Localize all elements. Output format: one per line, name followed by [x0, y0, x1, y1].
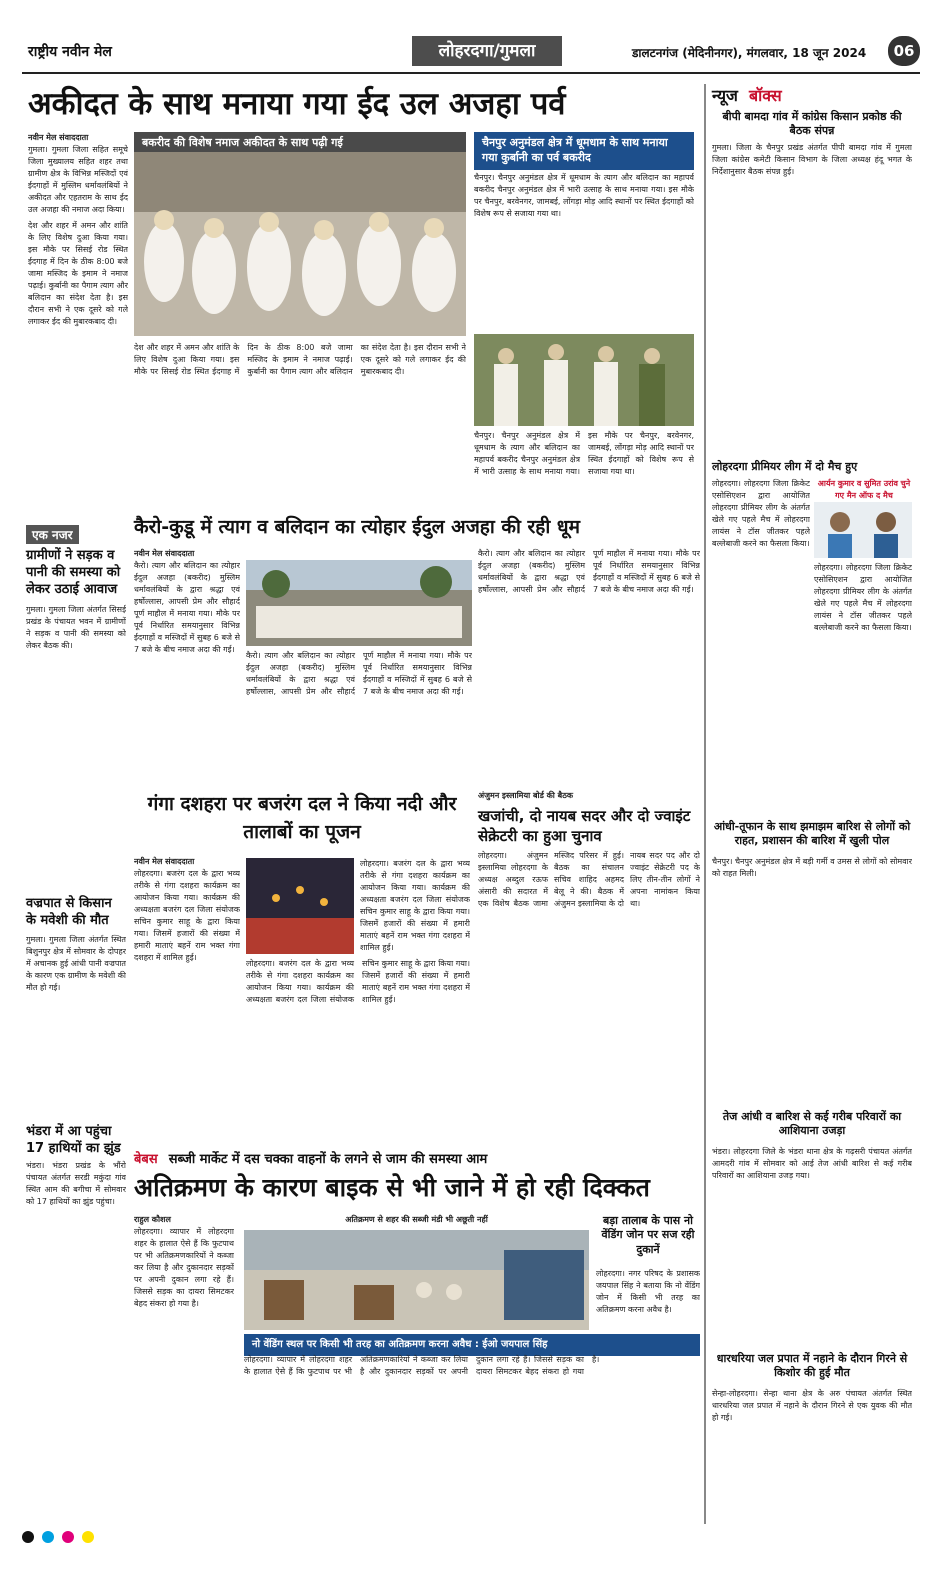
chainpur-body-text: चैनपुर। चैनपुर अनुमंडल क्षेत्र में धूमधाम के त्याग और बलिदान का महापर्व बकरीद चैनपुर अनुमंडल क्षेत्र में भारी उत्साह के साथ मनाया गया। इस मौके पर चैनपुर, बरवेनगर, जामबई, लोंगड़ा मोड़ आदि स्थानों पर स्थित ईदगाहों को विशेष रूप से सजाया गया था।: [474, 173, 694, 218]
traffic-photo: [244, 1230, 589, 1330]
traffic-side-body: लोहरदगा। नगर परिषद के प्रशासक जयपाल सिंह ने बताया कि नो वेंडिंग जोन में किसी भी तरह का अतिक्रमण करना अवैध है।: [596, 1269, 700, 1314]
news-story2-head: लोहरदगा प्रीमियर लीग में दो मैच हुए: [712, 460, 858, 473]
column-divider: [704, 84, 706, 1524]
news-story3-head: आंधी-तूफान के साथ झमाझम बारिश से लोगों को राहत, प्रशासन की बारिश में खुली पोल: [713, 820, 911, 848]
print-registration-marks: [22, 1528, 920, 1542]
chainpur-body: [474, 172, 694, 332]
traffic-subhead-row: [134, 1148, 700, 1168]
cairo-body-2: कैरो। त्याग और बलिदान का त्योहार ईदुल अजहा (बकरीद) मुस्लिम धर्मावलंबियों के द्वारा श्रद्धा एवं हर्षोल्लास, आपसी प्रेम और सौहार्द पूर्ण माहौल में मनाया गया। मौके पर पूर्व निर्धारित समयानुसार विभिन्न ईदगाहों व मस्जिदों में सुबह 6 बजे से 7 बजे के बीच नमाज अदा की गई।: [246, 651, 472, 696]
news-story5-body: सेन्हा-लोहरदगा। सेन्हा थाना क्षेत्र के अरु पंचायत अंतर्गत स्थित धारधरिया जल प्रपात में नहाने के दौरान गिरने से एक युवक की मौत हो गई।: [712, 1389, 912, 1422]
ganga-body-3: लोहरदगा। बजरंग दल के द्वारा भव्य तरीके से गंगा दशहरा कार्यक्रम का आयोजन किया गया। कार्यक्रम की अध्यक्षता बजरंग दल जिला संयोजक सचिन कुमार साहू के द्वारा किया गया। जिसमें हजारों की संख्या में हमारी माताएं बहनें राम भक्त गंगा दशहरा में शामिल हुई।: [360, 859, 470, 952]
traffic-blue-bar: नो वेंडिंग स्थल पर किसी भी तरह का अतिक्रमण करना अवैध : ईओ जयपाल सिंह: [244, 1334, 700, 1356]
ek-nazar-label: [26, 524, 126, 542]
ganga-photo-art: [246, 858, 354, 954]
reg-mark: [82, 1531, 94, 1543]
ganga-body-2: लोहरदगा। बजरंग दल के द्वारा भव्य तरीके से गंगा दशहरा कार्यक्रम का आयोजन किया गया। कार्यक्रम की अध्यक्षता बजरंग दल जिला संयोजक सचिन कुमार साहू के द्वारा किया गया। जिसमें हजारों की संख्या में हमारी माताएं बहनें राम भक्त गंगा दशहरा में शामिल हुई।: [246, 959, 470, 1004]
anjuman-body: लोहरदगा। अंजुमन इस्लामिया लोहरदगा के अध्यक्ष अब्दुल रऊफ अंसारी की सदारत में एक विशेष बैठक जामा मस्जिद परिसर में हुई। बैठक का संचालन सचिव शाहिद अहमद बेलू ने की। बैठक में अंजुमन इस्लामिया के दो नायब सदर पद और दो ज्वाइंट सेक्रेटरी पद के लिए तीन-तीन लोगों ने अपना नामांकन किया था।: [478, 851, 700, 908]
eid-photo-caption: बकरीद की विशेष नमाज अकीदत के साथ पढ़ी गई: [134, 132, 466, 153]
news-story2-photo-art: [814, 502, 912, 558]
news-story2-side: आर्यन कुमार व सुमित उरांव चुने गए मैन ऑफ द मैच: [817, 479, 911, 500]
traffic-photo-caption: अतिक्रमण से शहर की सब्जी मंडी भी अछूती नहीं: [345, 1215, 488, 1224]
eid-byline: नवीन मेल संवाददाता: [28, 133, 89, 142]
ek-nazar-story1-head: ग्रामीणों ने सड़क व पानी की समस्या को लेकर उठाई आवाज: [26, 548, 121, 597]
reg-mark: [62, 1531, 74, 1543]
news-story1-body: गुमला। जिला के चैनपुर प्रखंड अंतर्गत पीपी बामदा गांव में गुमला जिला कांग्रेस कमेटी किसान विभाग के जिला अध्यक्ष हंदू भगत के निर्देशानुसार बैठक संपन्न हुई।: [712, 143, 912, 176]
cairo-headline: कैरो-कुडू में त्याग व बलिदान का त्योहार ईदुल अजहा की रही धूम: [134, 516, 580, 538]
reg-mark: [42, 1531, 54, 1543]
eid-lead: [28, 132, 128, 502]
eid-body-text-1: देश और शहर में अमन और शांति के लिए विशेष दुआ किया गया। इस मौके पर सिसई रोड स्थित ईदगाह में दिन के ठीक 8:00 बजे जामा मस्जिद के इमाम ने नमाज पढ़ाई। कुर्बानी का पैगाम त्याग और बलिदान का संदेश देता है। इस दौरान सभी ने एक दूसरे को गले लगाकर ईद की मुबारकबाद दी।: [28, 221, 128, 326]
traffic-body-2: लोहरदगा। व्यापार में लोहरदगा शहर के हालात ऐसे हैं कि फुटपाथ पर भी अतिक्रमणकारियों ने कब्जा कर लिया है और दुकानदार सड़कों पर अपनी दुकान लगा रहे हैं। जिससे सड़क का दायरा सिमटकर बेहद संकरा हो गया है।: [244, 1355, 600, 1376]
ganga-headline: गंगा दशहरा पर बजरंग दल ने किया नदी और तालाबों का पूजन: [147, 793, 457, 843]
ganga-body-1: [134, 856, 240, 1136]
ganga-body-text: लोहरदगा। बजरंग दल के द्वारा भव्य तरीके से गंगा दशहरा कार्यक्रम का आयोजन किया गया। कार्यक्रम की अध्यक्षता बजरंग दल जिला संयोजक सचिन कुमार साहू के द्वारा किया गया। जिसमें हजारों की संख्या में हमारी माताएं बहनें राम भक्त गंगा दशहरा में शामिल हुई।: [134, 869, 240, 962]
eid-prayer-photo-art: [134, 152, 466, 336]
eid-lead-text: गुमला। गुमला जिला सहित समूचे जिला मुख्यालय सहित शहर तथा ग्रामीण क्षेत्र के विभिन्न मस्जिदों एवं ईदगाहों में मुस्लिम धर्मावलंबियों ने अकीदत और एहतराम के साथ ईद उल अजहा की नमाज अदा किया।: [28, 145, 128, 214]
ek-nazar-story2-head: वज्रपात से किसान के मवेशी की मौत: [26, 896, 112, 928]
traffic-photo-art: [244, 1230, 589, 1330]
ganga-byline: नवीन मेल संवाददाता: [134, 857, 195, 866]
dateline: डालटनगंज (मेदिनीनगर), मंगलवार, 18 जून 2024: [632, 46, 867, 60]
cairo-photo-art: [246, 560, 472, 646]
cairo-body-text: कैरो। त्याग और बलिदान का त्योहार ईदुल अजहा (बकरीद) मुस्लिम धर्मावलंबियों के द्वारा श्रद्धा एवं हर्षोल्लास, आपसी प्रेम और सौहार्द पूर्ण माहौल में मनाया गया। मौके पर पूर्व निर्धारित समयानुसार विभिन्न ईदगाहों व मस्जिदों में सुबह 6 बजे से 7 बजे के बीच नमाज अदा की गई।: [134, 561, 240, 654]
traffic-body-text: लोहरदगा। व्यापार में लोहरदगा शहर के हालात ऐसे हैं कि फुटपाथ पर भी अतिक्रमणकारियों ने कब्जा कर लिया है और दुकानदार सड़कों पर अपनी दुकान लगा रहे हैं। जिससे सड़क का दायरा सिमटकर बेहद संकरा हो गया है।: [134, 1227, 234, 1308]
eid-headline: अकीदत के साथ मनाया गया ईद उल अजहा पर्व: [28, 86, 566, 122]
cairo-body-1: [134, 548, 240, 778]
news-story5-head: धारधरिया जल प्रपात में नहाने के दौरान गिरने से किशोर की हुई मौत: [716, 1352, 908, 1380]
news-box-label: [712, 84, 892, 106]
chainpur-body-text-2: चैनपुर। चैनपुर अनुमंडल क्षेत्र में धूमधाम के त्याग और बलिदान का महापर्व बकरीद चैनपुर अनुमंडल क्षेत्र में भारी उत्साह के साथ मनाया गया। इस मौके पर चैनपुर, बरवेनगर, जामबई, लोंगड़ा मोड़ आदि स्थानों पर स्थित ईदगाहों को विशेष रूप से सजाया गया था।: [474, 431, 694, 476]
page-header: [22, 36, 920, 72]
news-story2-body: लोहरदगा। लोहरदगा जिला क्रिकेट एसोसिएशन द्वारा आयोजित लोहरदगा प्रीमियर लीग के अंतर्गत खेले गए पहले मैच में लोहरदगा लायंस ने टॉस जीतकर पहले बल्लेबाजी करने का फैसला किया।: [712, 479, 810, 548]
traffic-side-head: बड़ा तालाब के पास नो वेंडिंग जोन पर सज रही दुकानें: [601, 1214, 695, 1256]
anjuman-headline: खजांची, दो नायब सदर और दो ज्वाइंट सेक्रेटरी का हुआ चुनाव: [478, 807, 691, 845]
cairo-byline: नवीन मेल संवाददाता: [134, 549, 195, 558]
eid-body-text-2: देश और शहर में अमन और शांति के लिए विशेष दुआ किया गया। इस मौके पर सिसई रोड स्थित ईदगाह में दिन के ठीक 8:00 बजे जामा मस्जिद के इमाम ने नमाज पढ़ाई। कुर्बानी का पैगाम त्याग और बलिदान का संदेश देता है। इस दौरान सभी ने एक दूसरे को गले लगाकर ईद की मुबारकबाद दी।: [134, 343, 466, 376]
ek-nazar-story2-body: गुमला। गुमला जिला अंतर्गत स्थित बिशुनपुर क्षेत्र में सोमवार के दोपहर में अचानक हुई आंधी पानी वज्रपात के कारण एक ग्रामीण के मवेशी की मौत हो गई।: [26, 935, 126, 992]
cairo-photo: [246, 560, 472, 646]
ek-nazar-story3-body: भंडरा। भंडरा प्रखंड के भौंरो पंचायत अंतर्गत सरडी मकुंदा गांव स्थित आम की बगीचा में सोमवार को 17 हाथियों का झुंड पहुंचा।: [26, 1161, 126, 1206]
news-story2-photo: [814, 502, 912, 558]
chainpur-caption: चैनपुर अनुमंडल क्षेत्र में धूमधाम के साथ मनाया गया कुर्बानी का पर्व बकरीद: [474, 132, 694, 170]
anjuman-kicker: अंजुमन इस्लामिया बोर्ड की बैठक: [478, 791, 574, 800]
news-story4-head: तेज आंधी व बारिश से कई गरीब परिवारों का आशियाना उजड़ा: [722, 1110, 902, 1138]
news-story2-body-2: लोहरदगा। लोहरदगा जिला क्रिकेट एसोसिएशन द्वारा आयोजित लोहरदगा प्रीमियर लीग के अंतर्गत खेले गए पहले मैच में लोहरदगा लायंस ने टॉस जीतकर पहले बल्लेबाजी करने का फैसला किया।: [814, 563, 912, 632]
news-box-label-black: न्यूज: [712, 86, 738, 105]
page-number: 06: [888, 36, 920, 66]
traffic-body-1: [134, 1214, 234, 1520]
chainpur-body-2: [474, 430, 694, 506]
news-story1-head: बीपी बामदा गांव में कांग्रेस किसान प्रकोष्ठ की बैठक संपन्न: [722, 110, 902, 138]
traffic-byline: राहुल कौशल: [134, 1215, 171, 1224]
traffic-kicker: बेबस: [134, 1152, 158, 1167]
ek-nazar-story1-body: गुमला। गुमला जिला अंतर्गत सिसई प्रखंड के पंचायत भवन में ग्रामीणों ने सड़क व पानी की समस्या को लेकर बैठक की।: [26, 605, 126, 650]
ganga-photo: [246, 858, 354, 954]
chainpur-photo-art: [474, 334, 694, 426]
ek-nazar-story3-head: भंडरा में आ पहुंचा 17 हाथियों का झुंड: [26, 1124, 121, 1156]
cairo-body-3: कैरो। त्याग और बलिदान का त्योहार ईदुल अजहा (बकरीद) मुस्लिम धर्मावलंबियों के द्वारा श्रद्धा एवं हर्षोल्लास, आपसी प्रेम और सौहार्द पूर्ण माहौल में मनाया गया। मौके पर पूर्व निर्धारित समयानुसार विभिन्न ईदगाहों व मस्जिदों में सुबह 6 बजे से 7 बजे के बीच नमाज अदा की गई।: [478, 549, 700, 594]
ek-nazar-label-text: एक नजर: [26, 525, 79, 544]
eid-prayer-photo: [134, 152, 466, 336]
news-box-label-red: बॉक्स: [748, 86, 782, 105]
reg-mark: [22, 1531, 34, 1543]
news-story4-body: भंडरा। लोहरदगा जिले के भंडरा थाना क्षेत्र के गढ़सरी पंचायत अंतर्गत आमदरी गांव में सोमवार को आई तेज आंधी बारिश से कई गरीब परिवारों का आशियाना उजड़ गया।: [712, 1147, 912, 1180]
chainpur-photo: [474, 334, 694, 426]
traffic-subhead: सब्जी मार्केट में दस चक्का वाहनों के लगने से जाम की समस्या आम: [168, 1152, 488, 1167]
section-title: लोहरदगा/गुमला: [412, 36, 562, 66]
eid-body: [134, 342, 466, 502]
traffic-headline: अतिक्रमण के कारण बाइक से भी जाने में हो रही दिक्कत: [134, 1173, 650, 1202]
header-rule: [22, 72, 920, 74]
masthead: राष्ट्रीय नवीन मेल: [28, 44, 112, 60]
news-story3-body: चैनपुर। चैनपुर अनुमंडल क्षेत्र में बड़ी गर्मी व उमस से लोगों को सोमवार को राहत मिली।: [712, 857, 912, 878]
